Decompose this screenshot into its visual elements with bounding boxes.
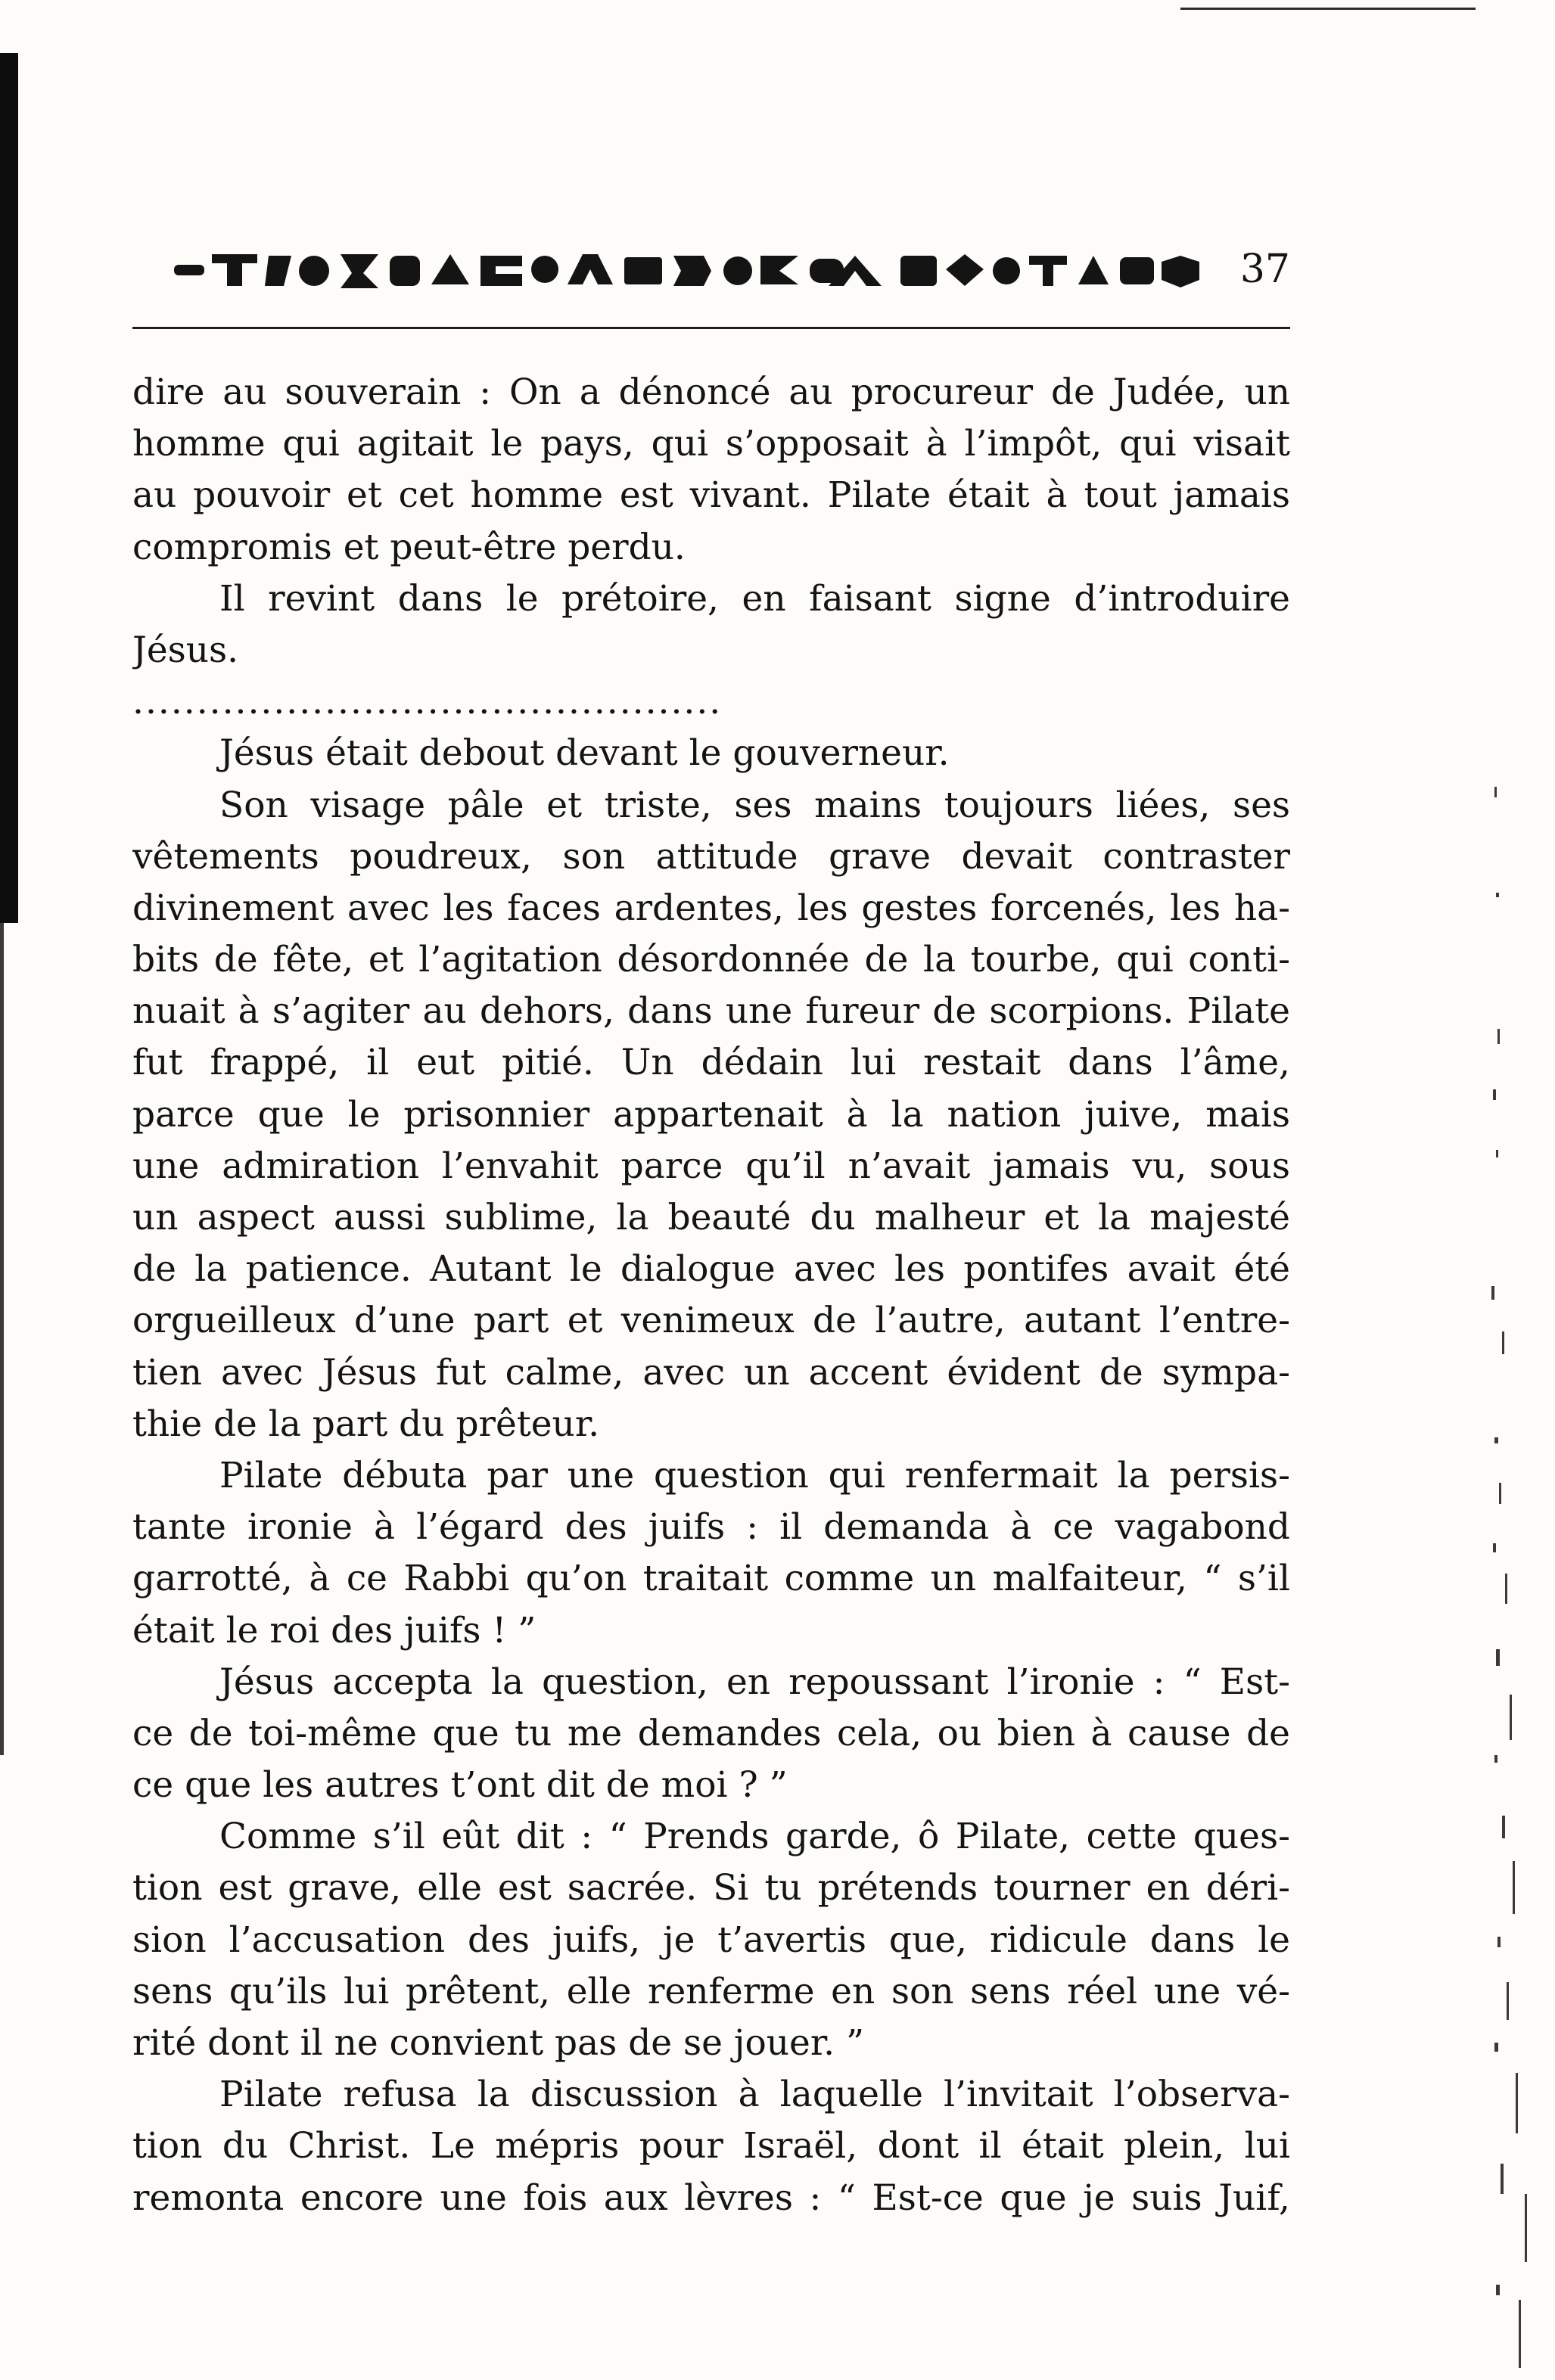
section-break-dots: .............................................. — [132, 681, 723, 723]
text-line: garrotté, à ce Rabbi qu’on traitait comme un malfaiteur, “ s’il — [132, 1558, 1290, 1600]
text-line: rité dont il ne convient pas de se jouer. ” — [132, 2022, 865, 2064]
text-line: Il revint dans le prétoire, en faisant signe d’introduire — [219, 577, 1290, 620]
text-line: dire au souverain : On a dénoncé au procureur de Judée, un — [132, 371, 1290, 413]
text-line: Jésus. — [132, 629, 239, 671]
binding-edge-shadow — [0, 53, 18, 923]
text-line: une admiration l’envahit parce qu’il n’avait jamais vu, sous — [132, 1145, 1290, 1187]
text-line: Jésus était debout devant le gouverneur. — [219, 732, 950, 775]
text-line: thie de la part du prêteur. — [132, 1403, 600, 1445]
text-line: ce de toi-même que tu me demandes cela, ou bien à cause de — [132, 1712, 1290, 1754]
text-line: sens qu’ils lui prêtent, elle renferme en son sens réel une vé- — [132, 1970, 1290, 2012]
text-line: au pouvoir et cet homme est vivant. Pilate était à tout jamais — [132, 474, 1290, 517]
body-text — [132, 367, 1290, 2224]
text-line: Pilate refusa la discussion à laquelle l’invitait l’observa- — [219, 2074, 1290, 2116]
text-line: compromis et peut-être perdu. — [132, 526, 686, 568]
text-line: fut frappé, il eut pitié. Un dédain lui restait dans l’âme, — [132, 1042, 1290, 1084]
text-line: était le roi des juifs ! ” — [132, 1609, 536, 1651]
text-line: ce que les autres t’ont dit de moi ? ” — [132, 1764, 788, 1807]
text-line: tante ironie à l’égard des juifs : il demanda à ce vagabond — [132, 1506, 1290, 1549]
text-line: orgueilleux d’une part et venimeux de l’autre, autant l’entre- — [132, 1300, 1290, 1342]
text-line: de la patience. Autant le dialogue avec les pontifes avait été — [132, 1248, 1290, 1291]
text-line: sion l’accusation des juifs, je t’avertis que, ridicule dans le — [132, 1919, 1290, 1961]
text-line: homme qui agitait le pays, qui s’opposait à l’impôt, qui visait — [132, 423, 1290, 465]
text-line: tion du Christ. Le mépris pour Israël, dont il était plein, lui — [132, 2125, 1290, 2167]
text-line: Comme s’il eût dit : “ Prends garde, ô Pilate, cette ques- — [219, 1816, 1290, 1858]
binding-edge-line — [0, 923, 4, 1755]
page-header — [174, 241, 1290, 301]
text-line: Pilate débuta par une question qui renfermait la persis- — [219, 1454, 1290, 1496]
text-line: un aspect aussi sublime, la beauté du malheur et la majesté — [132, 1197, 1290, 1238]
header-rule — [132, 327, 1290, 329]
text-line: Son visage pâle et triste, ses mains toujours liées, ses — [219, 784, 1290, 826]
text-line: tien avec Jésus fut calme, avec un accent évident de sympa- — [132, 1351, 1290, 1394]
text-line: divinement avec les faces ardentes, les gestes forcenés, les ha- — [132, 887, 1290, 929]
ornamental-running-head — [174, 247, 1203, 292]
text-line: remonta encore une fois aux lèvres : “ Est-ce que je suis Juif, — [132, 2176, 1290, 2219]
text-line: bits de fête, et l’agitation désordonnée de la tourbe, qui conti- — [132, 939, 1290, 981]
text-line: Jésus accepta la question, en repoussant l’ironie : “ Est- — [219, 1661, 1290, 1703]
margin-scan-specks — [1479, 757, 1555, 2375]
top-edge-rule — [1180, 8, 1476, 10]
text-line: nuait à s’agiter au dehors, dans une fureur de scorpions. Pilate — [132, 990, 1290, 1033]
text-line: vêtements poudreux, son attitude grave devait contraster — [132, 835, 1290, 878]
page-number: 37 — [1239, 247, 1290, 292]
text-line: tion est grave, elle est sacrée. Si tu prétends tourner en déri- — [132, 1867, 1290, 1909]
text-line: parce que le prisonnier appartenait à la nation juive, mais — [132, 1093, 1290, 1136]
